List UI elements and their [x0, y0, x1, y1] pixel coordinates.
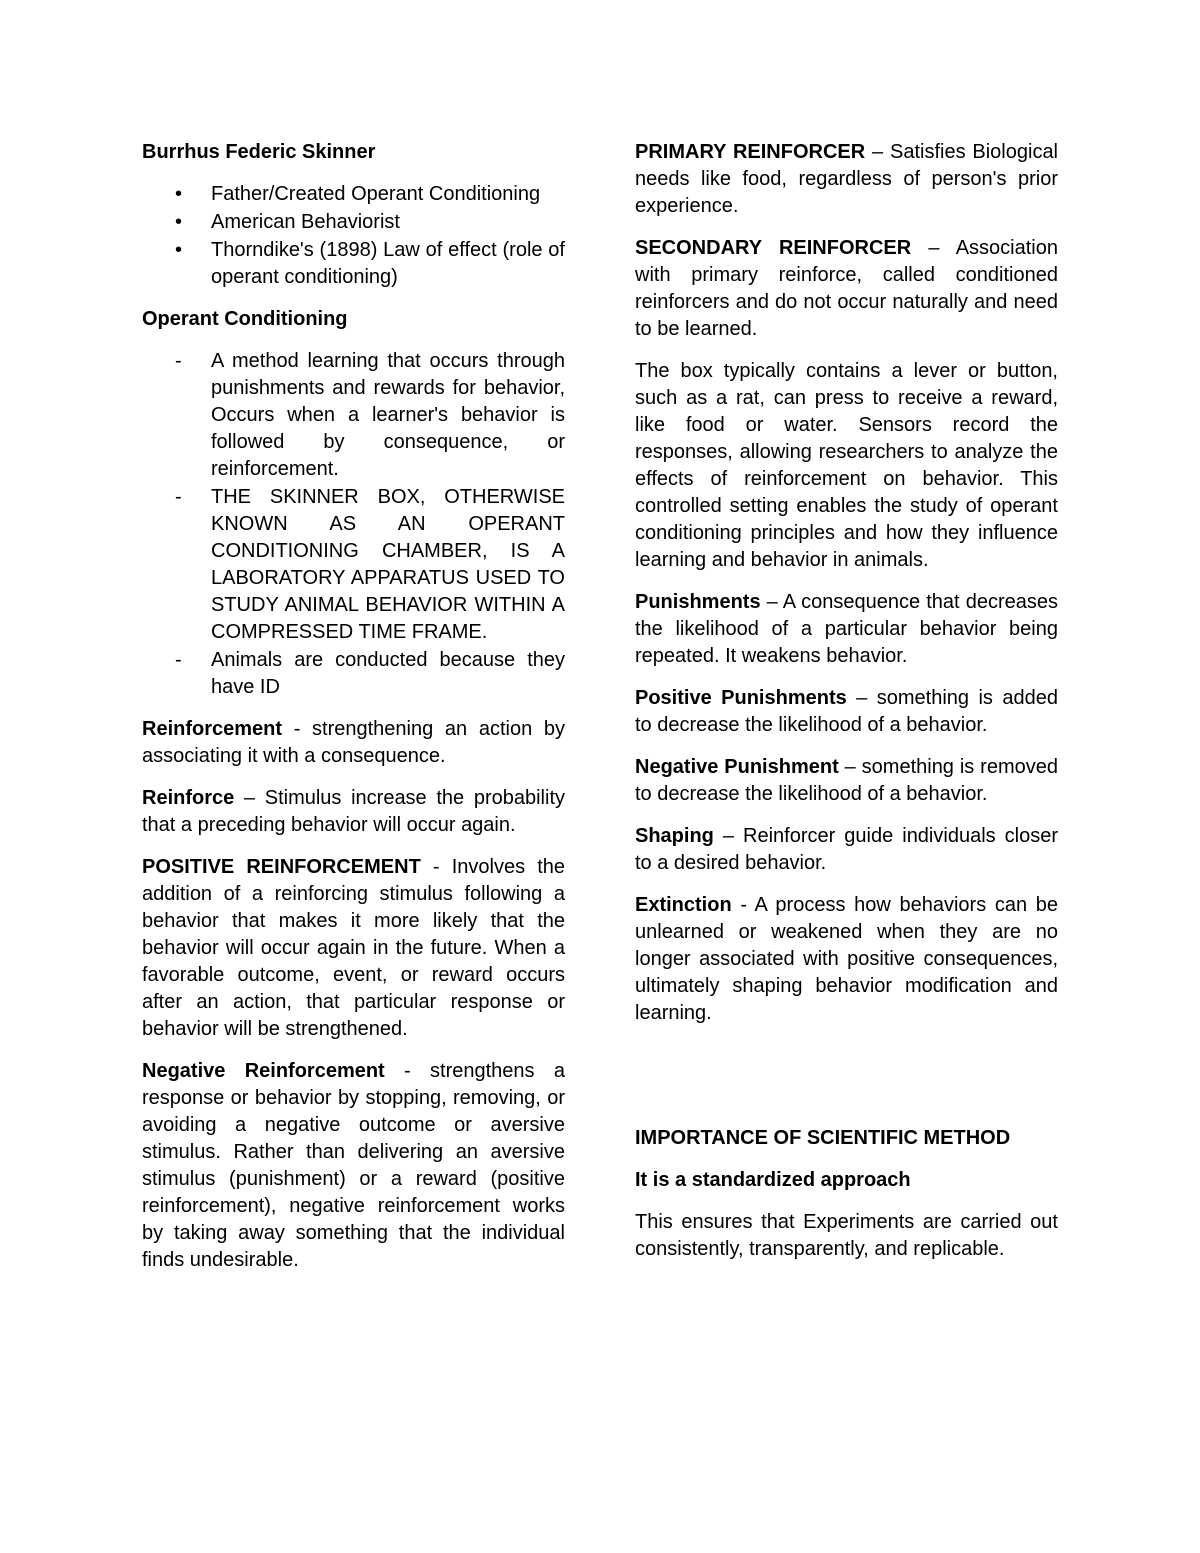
list-item: • Thorndike's (1898) Law of effect (role of operant conditioning) [175, 239, 565, 288]
reinforcement-term: Reinforcement [142, 718, 283, 740]
list-item: • American Behaviorist [142, 209, 565, 236]
extinction-term: Extinction [635, 894, 732, 916]
operant-conditioning-list [142, 348, 565, 701]
dash-icon: - [175, 486, 182, 508]
punishments-term: Punishments [635, 591, 761, 613]
dash-icon: - [175, 649, 182, 671]
positive-punishments-term: Positive Punishments [635, 687, 847, 709]
primary-reinforcer-paragraph: PRIMARY REINFORCER – Satisfies Biological needs like food, regardless of person's prior experience. [635, 141, 1059, 217]
bullet-icon: • [175, 211, 183, 233]
shaping-term: Shaping [635, 825, 714, 847]
standardized-approach-heading: It is a standardized approach [635, 1169, 911, 1191]
skinner-box-paragraph: The box typically contains a lever or button, such as a rat, can press to receive a reward, like food or water. Sensors record the responses, allowing researchers to analyze the effects of reinforcement on behavior. This controlled setting enables the study of operant conditioning principles and how they influence learning and behavior in animals. [635, 360, 1058, 571]
primary-reinforcer-term: PRIMARY REINFORCER [635, 141, 866, 163]
reinforcement-paragraph: Reinforcement - strengthening an action by associating it with a consequence. [142, 718, 565, 767]
negative-reinforcement-paragraph: Negative Reinforcement - strengthens a response or behavior by stopping, removing, or avoiding a negative outcome or aversive stimulus. Rather than delivering an aversive stimulus (punishment) or a reward (positive reinforcement), negative reinforcement works by taking away something that the individual finds undesirable. [142, 1060, 565, 1271]
left-column [142, 139, 565, 1289]
secondary-reinforcer-term: SECONDARY REINFORCER [635, 237, 912, 259]
list-item: - Animals are conducted because they have ID [175, 649, 565, 698]
operant-conditioning-heading: Operant Conditioning [142, 308, 348, 330]
spacer [635, 1042, 1058, 1125]
positive-reinforcement-term: POSITIVE REINFORCEMENT [142, 856, 421, 878]
skinner-bullet-list [142, 181, 565, 291]
positive-reinforcement-paragraph: POSITIVE REINFORCEMENT - Involves the addition of a reinforcing stimulus following a behavior that makes it more likely that the behavior will occur again in the future. When a favorable outcome, event, or reward occurs after an action, that particular response or behavior will be strengthened. [142, 856, 565, 1040]
list-item: - A method learning that occurs through punishments and rewards for behavior, Occurs when a learner's behavior is followed by consequence, or reinforcement. [175, 350, 565, 480]
reinforce-paragraph: Reinforce – Stimulus increase the probability that a preceding behavior will occur again. [142, 787, 565, 836]
negative-punishment-term: Negative Punishment [635, 756, 839, 778]
skinner-heading: Burrhus Federic Skinner [142, 141, 376, 163]
list-item: • Father/Created Operant Conditioning [142, 181, 565, 208]
right-column [635, 139, 1058, 1278]
shaping-paragraph: Shaping – Reinforcer guide individuals closer to a desired behavior. [635, 825, 1058, 874]
reinforce-term: Reinforce [142, 787, 235, 809]
dash-icon: - [175, 350, 182, 372]
standardized-approach-paragraph: This ensures that Experiments are carried out consistently, transparently, and replicable. [635, 1211, 1058, 1260]
punishments-paragraph: Punishments – A consequence that decreases the likelihood of a particular behavior being repeated. It weakens behavior. [635, 591, 1058, 667]
extinction-paragraph: Extinction - A process how behaviors can be unlearned or weakened when they are no longer associated with positive consequences, ultimately shaping behavior modification and learning. [635, 894, 1058, 1024]
scientific-method-heading: IMPORTANCE OF SCIENTIFIC METHOD [635, 1127, 1011, 1149]
negative-reinforcement-term: Negative Reinforcement [142, 1060, 385, 1082]
bullet-icon: • [175, 183, 183, 205]
positive-punishments-paragraph: Positive Punishments – something is added to decrease the likelihood of a behavior. [635, 687, 1058, 736]
list-item: - THE SKINNER BOX, OTHERWISE KNOWN AS AN OPERANT CONDITIONING CHAMBER, IS A LABORATORY APPARATUS USED TO STUDY ANIMAL BEHAVIOR WITHIN A COMPRESSED TIME FRAME. [175, 486, 565, 643]
negative-punishment-paragraph: Negative Punishment – something is removed to decrease the likelihood of a behavior. [635, 756, 1058, 805]
bullet-icon: • [175, 239, 183, 261]
secondary-reinforcer-paragraph: SECONDARY REINFORCER – Association with primary reinforce, called conditioned reinforcers and do not occur naturally and need to be learned. [635, 237, 1058, 340]
